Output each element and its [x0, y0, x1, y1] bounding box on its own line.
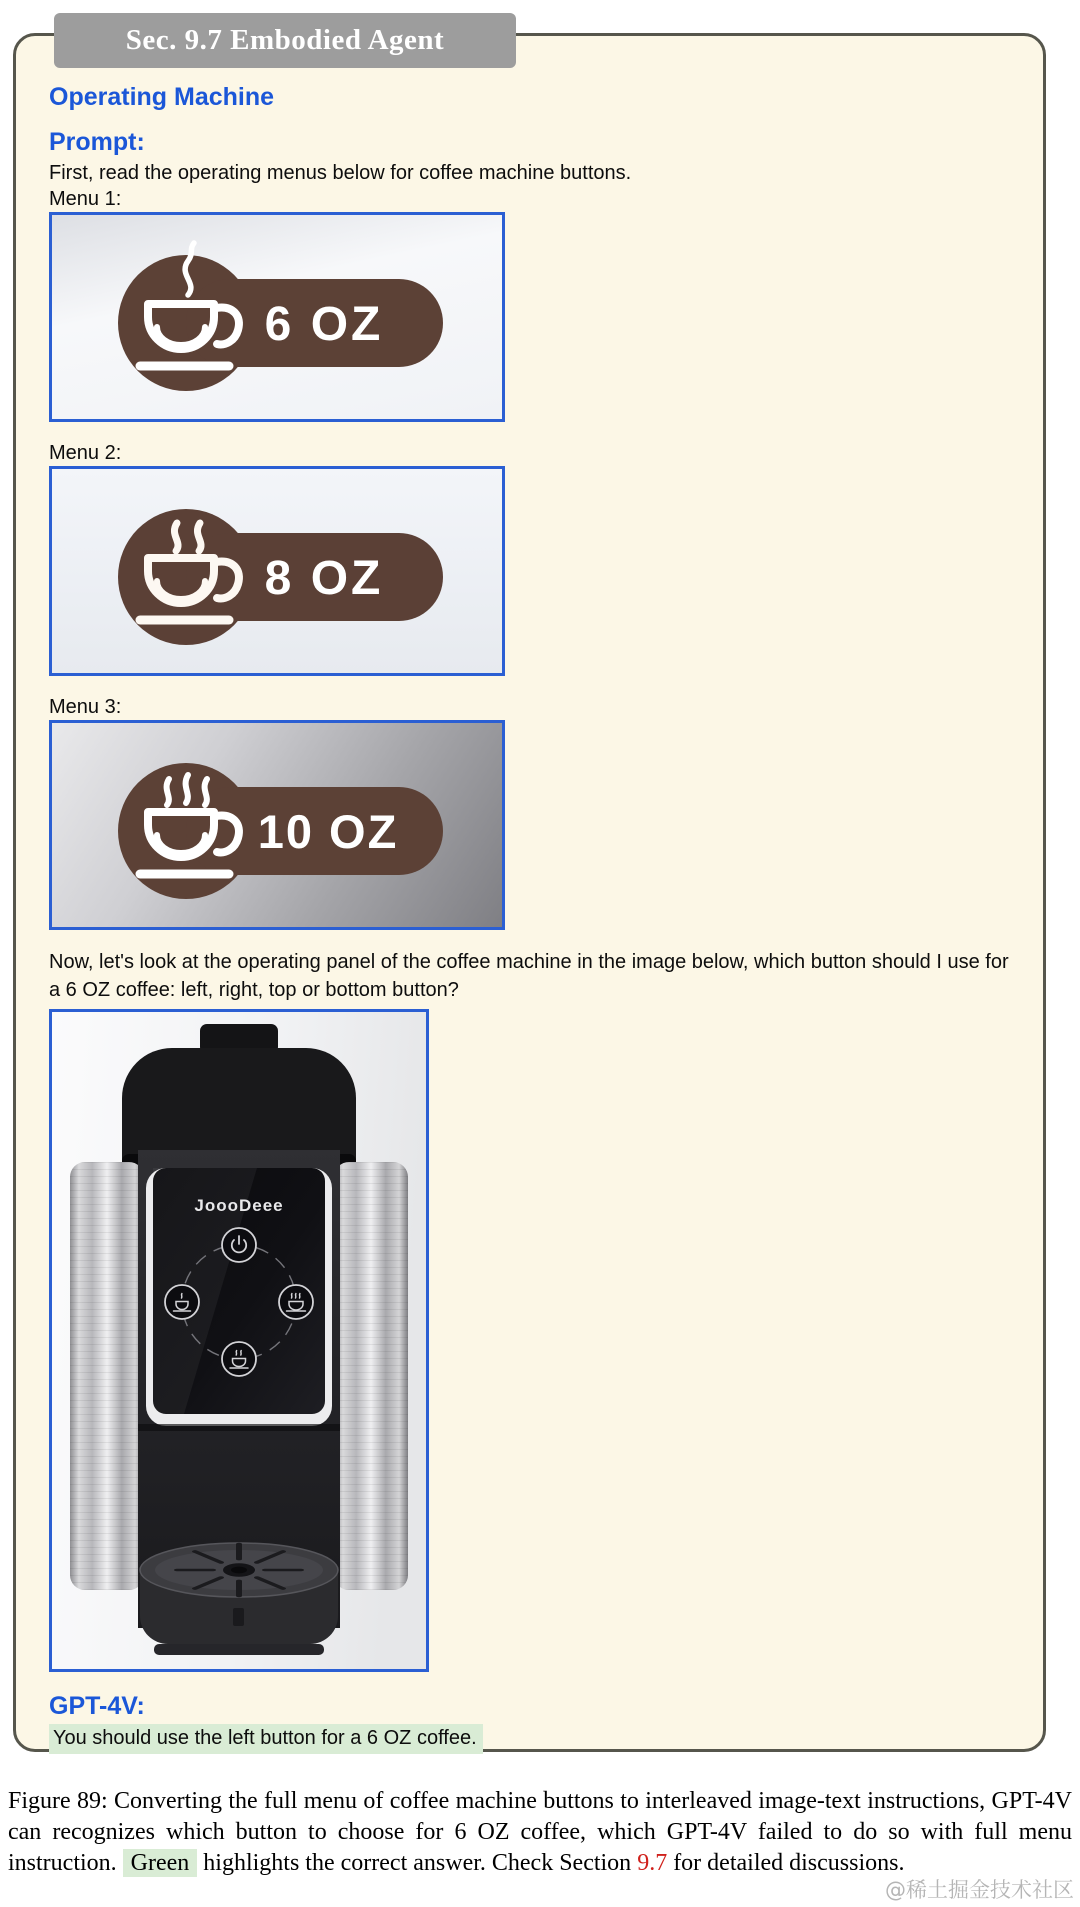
machine-brand: JoooDeee [194, 1196, 284, 1215]
coffee-button-10oz [52, 723, 502, 927]
coffee-button-8oz [52, 469, 502, 673]
prompt-label: Prompt: [49, 127, 145, 156]
menu-1-size-text: 6 OZ [264, 298, 384, 351]
prompt-question: Now, let's look at the operating panel of the coffee machine in the image below, which button should I use for a 6 OZ coffee: left, right, top or bottom button? [49, 951, 1009, 1001]
panel-right-button [279, 1285, 313, 1319]
panel-power-button [222, 1228, 256, 1262]
caption-section-link[interactable]: 9.7 [637, 1850, 668, 1876]
caption-text-prefix: Figure 89: Converting the full menu of coffee machine buttons to interleaved image-text instructions, GPT-4V can recognizes which button to choose for 6 OZ coffee, which GPT-4V failed to do so with full menu instruction. [8, 1788, 1072, 1876]
steam-icon [197, 523, 201, 551]
menu-1-label: Menu 1: [49, 188, 122, 210]
steam-icon [186, 775, 188, 803]
caption-green-highlight: Green [123, 1849, 198, 1877]
steam-icon [205, 779, 207, 805]
drip-tray [140, 1543, 338, 1655]
panel-left-button [165, 1285, 199, 1319]
coffee-button-6oz [52, 215, 502, 419]
figure-caption [8, 1786, 1072, 1879]
watermark: @稀土掘金技术社区 [885, 1878, 1074, 1902]
example-card [13, 33, 1046, 1752]
machine-right-steel-panel [334, 1162, 408, 1590]
section-tag-label: Sec. 9.7 Embodied Agent [125, 24, 445, 56]
menu-3-image [49, 720, 505, 930]
menu-1-image [49, 212, 505, 422]
machine-left-steel-panel [70, 1162, 144, 1590]
section-tag [54, 13, 516, 68]
menu-2-label: Menu 2: [49, 442, 122, 464]
steam-icon [174, 523, 178, 551]
steam-icon [167, 779, 169, 805]
caption-text-suffix: for detailed discussions. [667, 1850, 905, 1876]
coffee-machine-illustration [52, 1012, 426, 1669]
gpt4v-answer: You should use the left button for a 6 OZ coffee. [49, 1724, 483, 1754]
menu-2-image [49, 466, 505, 676]
coffee-machine-image [49, 1009, 429, 1672]
menu-2-size-text: 8 OZ [264, 552, 384, 605]
menu-3-size-text: 10 OZ [257, 805, 399, 858]
caption-text-middle: highlights the correct answer. Check Section [197, 1850, 638, 1876]
gpt4v-label: GPT-4V: [49, 1692, 145, 1720]
machine-top-cap [122, 1048, 356, 1162]
example-title: Operating Machine [49, 83, 275, 111]
prompt-intro: First, read the operating menus below for coffee machine buttons. [49, 162, 632, 184]
menu-3-label: Menu 3: [49, 696, 122, 718]
panel-bottom-button [222, 1342, 256, 1376]
tray-starburst-icon [177, 1544, 301, 1596]
